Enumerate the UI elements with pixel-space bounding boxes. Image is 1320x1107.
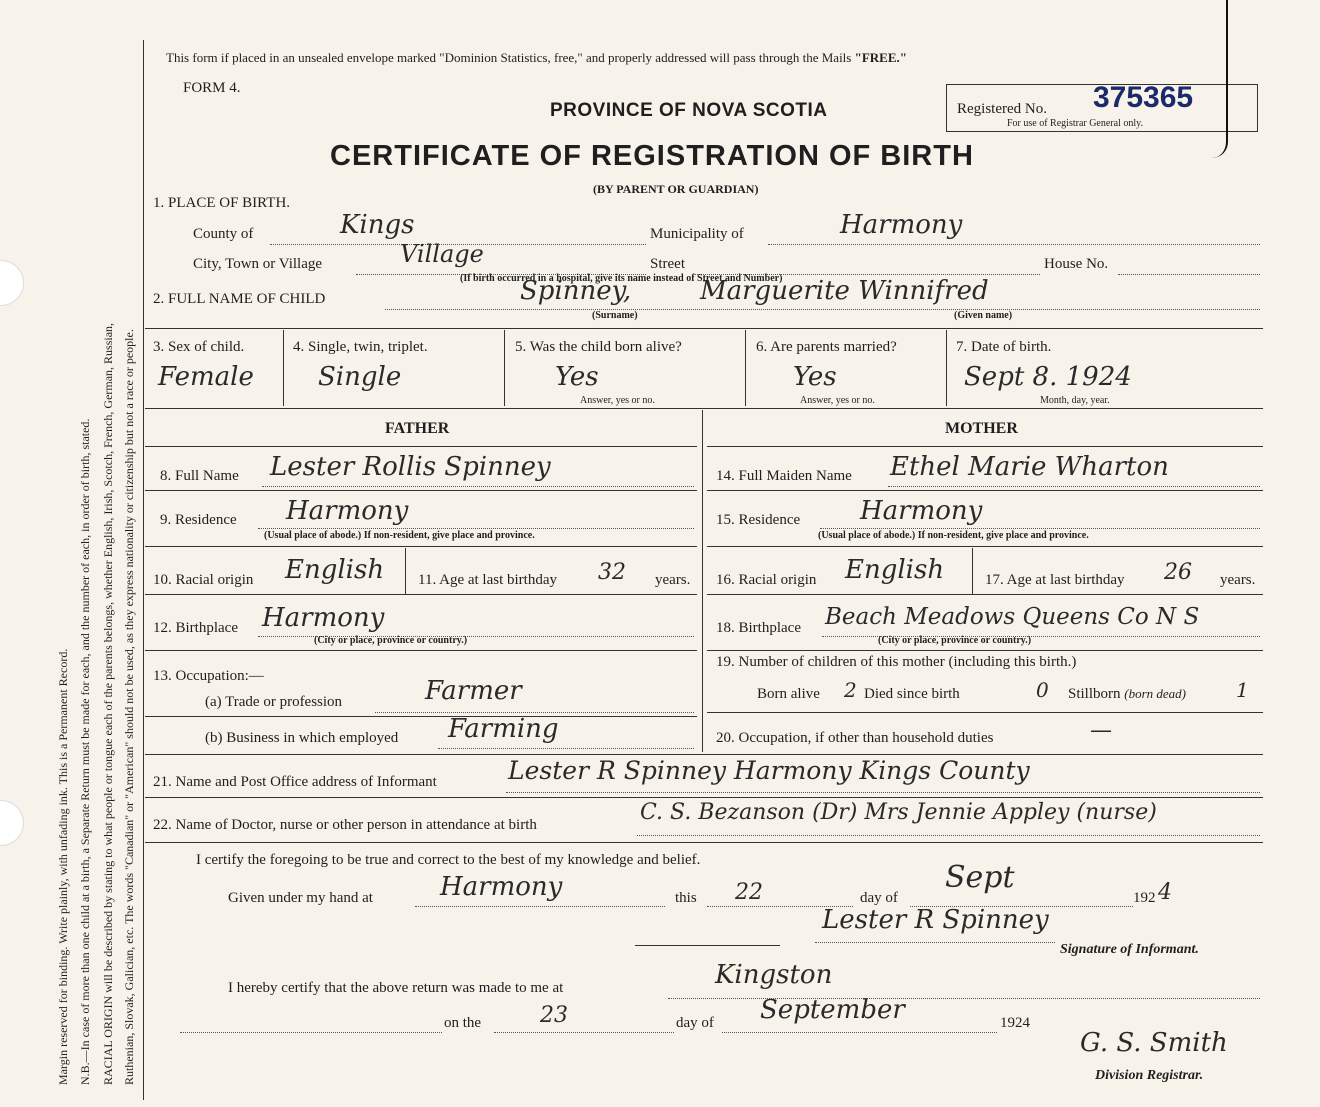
house-label: House No.	[1044, 256, 1109, 272]
reg-day: 23	[540, 1003, 568, 1028]
father-birthplace-label: 12. Birthplace	[153, 620, 238, 636]
city-label: City, Town or Village	[193, 256, 323, 272]
father-race-value: English	[285, 555, 385, 585]
form-number: FORM 4.	[183, 80, 241, 96]
place-of-birth-label: 1. PLACE OF BIRTH.	[153, 195, 291, 211]
given-label: Given under my hand at	[228, 890, 373, 906]
surname-note: (Surname)	[592, 310, 638, 321]
informant-label: 21. Name and Post Office address of Informant	[153, 774, 437, 790]
cut-mark	[1212, 0, 1228, 158]
date-note: Month, day, year.	[1040, 395, 1110, 406]
married-label: 6. Are parents married?	[756, 339, 897, 355]
house-line	[1118, 274, 1260, 275]
province-title: PROVINCE OF NOVA SCOTIA	[550, 100, 828, 121]
mother-race-value: English	[845, 555, 945, 585]
reg-dayof-label: day of	[676, 1015, 714, 1031]
sex-label: 3. Sex of child.	[153, 339, 245, 355]
father-race-label: 10. Racial origin	[153, 572, 254, 588]
rule-f8	[145, 490, 697, 491]
reg-day-line	[494, 1032, 674, 1033]
rule-2	[145, 408, 1263, 409]
single-value: Single	[318, 362, 402, 392]
year-prefix: 192	[1133, 890, 1156, 906]
on-the-label: on the	[444, 1015, 482, 1031]
municipality-line	[768, 244, 1260, 245]
rule-21	[145, 797, 1263, 798]
single-label: 4. Single, twin, triplet.	[293, 339, 428, 355]
father-birthplace-value: Harmony	[262, 603, 385, 633]
trade-label: (a) Trade or profession	[205, 694, 343, 710]
mother-birthplace-label: 18. Birthplace	[716, 620, 801, 636]
father-race-divider	[405, 548, 406, 594]
registrar-label: Division Registrar.	[1095, 1068, 1204, 1083]
county-label: County of	[193, 226, 254, 242]
signature-line	[815, 942, 1055, 943]
father-birthplace-note: (City or place, province or country.)	[314, 635, 468, 646]
rule-4	[145, 842, 1263, 843]
margin-note-1: Margin reserved for binding. Write plainly, with unfading ink. This is a Permanent Record.	[56, 648, 70, 1085]
mother-name-line	[888, 486, 1260, 487]
business-value: Farming	[448, 714, 559, 744]
occupation-label: 13. Occupation:—	[153, 668, 264, 684]
business-label: (b) Business in which employed	[205, 730, 399, 746]
father-years: years.	[655, 572, 691, 588]
mother-age-label: 17. Age at last birthday	[985, 572, 1125, 588]
born-alive-value: 2	[844, 678, 857, 702]
municipality-value: Harmony	[840, 210, 963, 240]
hospital-note: (If birth occurred in a hospital, give its name instead of Street and Number)	[460, 273, 783, 284]
married-value: Yes	[793, 362, 837, 392]
month-value: Sept	[945, 860, 1015, 895]
child-surname: Spinney,	[520, 276, 632, 306]
father-age-value: 32	[598, 560, 626, 585]
date-label: 7. Date of birth.	[956, 339, 1052, 355]
rule-f13a	[145, 716, 697, 717]
stillborn-value: 1	[1236, 678, 1249, 702]
given-place: Harmony	[440, 872, 563, 902]
mother-residence-line	[820, 528, 1260, 529]
doctor-label: 22. Name of Doctor, nurse or other person in attendance at birth	[153, 817, 537, 833]
registered-note: For use of Registrar General only.	[1007, 118, 1143, 129]
margin-notes	[0, 0, 140, 1107]
died-value: 0	[1036, 678, 1049, 702]
business-line	[438, 748, 694, 749]
father-name-value: Lester Rollis Spinney	[270, 452, 551, 482]
trade-line	[375, 712, 694, 713]
signature-label: Signature of Informant.	[1060, 942, 1199, 957]
born-alive-label: Born alive	[757, 686, 820, 702]
mother-birthplace-value: Beach Meadows Queens Co N S	[825, 604, 1200, 630]
parents-divider	[702, 410, 703, 752]
day-value: 22	[735, 880, 763, 905]
county-value: Kings	[340, 210, 415, 240]
margin-note-2: N.B.—In case of more than one child at a birth, a Separate Return must be made for each, and the number of each, in order of birth, stated.	[78, 418, 92, 1085]
alive-note: Answer, yes or no.	[580, 395, 655, 406]
margin-border	[143, 40, 144, 1100]
mother-name-label: 14. Full Maiden Name	[716, 468, 852, 484]
stillborn-text: Stillborn	[1068, 686, 1121, 702]
mail-free: "FREE."	[854, 50, 907, 65]
mother-name-value: Ethel Marie Wharton	[890, 452, 1169, 482]
mail-note-text: This form if placed in an unsealed envelope marked "Dominion Statistics, free," and properly addressed will pass through the Mails	[166, 50, 852, 65]
certify-statement: I certify the foregoing to be true and correct to the best of my knowledge and belief.	[196, 852, 701, 868]
registered-number: 375365	[1093, 81, 1194, 114]
on-the-lead-line	[180, 1032, 442, 1033]
father-age-label: 11. Age at last birthday	[418, 572, 557, 588]
rule-m14	[707, 490, 1263, 491]
alive-value: Yes	[555, 362, 599, 392]
row3-divider-4	[946, 330, 947, 406]
city-value: Village	[400, 240, 484, 268]
mother-residence-label: 15. Residence	[716, 512, 801, 528]
mother-age-value: 26	[1164, 560, 1192, 585]
reg-year: 1924	[1000, 1015, 1030, 1031]
mother-race-divider	[972, 548, 973, 594]
year-suffix: 4	[1158, 880, 1172, 905]
child-given-name: Marguerite Winnifred	[700, 276, 989, 306]
mail-note	[166, 50, 907, 66]
rule-1	[145, 328, 1263, 329]
rule-mother-top	[707, 446, 1263, 447]
signature-line-short	[635, 945, 780, 946]
father-residence-line	[258, 528, 694, 529]
died-label: Died since birth	[864, 686, 960, 702]
rule-3	[145, 754, 1263, 755]
stillborn-note: (born dead)	[1124, 686, 1187, 701]
father-heading: FATHER	[385, 420, 450, 437]
registrar-statement: I hereby certify that the above return was made to me at	[228, 980, 564, 996]
registrar-signature: G. S. Smith	[1080, 1028, 1228, 1058]
doctor-line	[637, 835, 1260, 836]
trade-value: Farmer	[425, 676, 522, 706]
municipality-label: Municipality of	[650, 226, 744, 242]
rule-f9	[145, 546, 697, 547]
mother-residence-note: (Usual place of abode.) If non-resident, give place and province.	[818, 530, 1089, 541]
street-label: Street	[650, 256, 685, 272]
informant-signature: Lester R Spinney	[822, 905, 1049, 935]
informant-line	[506, 792, 1260, 793]
sex-value: Female	[158, 362, 254, 392]
dayof-label: day of	[860, 890, 898, 906]
date-value: Sept 8. 1924	[964, 362, 1132, 392]
father-residence-note: (Usual place of abode.) If non-resident, give place and province.	[264, 530, 535, 541]
rule-father-top	[145, 446, 697, 447]
row3-divider-1	[283, 330, 284, 406]
mother-heading: MOTHER	[945, 420, 1018, 437]
rule-m15	[707, 546, 1263, 547]
given-note: (Given name)	[954, 310, 1013, 321]
father-name-line	[262, 486, 694, 487]
rule-f12	[145, 650, 697, 651]
mother-occupation-label: 20. Occupation, if other than household duties	[716, 730, 994, 746]
certificate-title: CERTIFICATE OF REGISTRATION OF BIRTH	[330, 140, 974, 172]
doctor-value: C. S. Bezanson (Dr) Mrs Jennie Appley (nurse)	[640, 800, 1157, 825]
registrar-place-line	[668, 998, 1260, 999]
father-residence-value: Harmony	[286, 496, 409, 526]
registered-label: Registered No.	[957, 101, 1047, 117]
mother-race-label: 16. Racial origin	[716, 572, 817, 588]
father-name-label: 8. Full Name	[160, 468, 239, 484]
rule-m18	[707, 650, 1263, 651]
rule-m19	[707, 712, 1263, 713]
given-place-line	[415, 906, 665, 907]
child-name-label: 2. FULL NAME OF CHILD	[153, 291, 326, 307]
rule-f10	[145, 594, 697, 595]
rule-m16	[707, 594, 1263, 595]
reg-month-line	[722, 1032, 997, 1033]
this-label: this	[675, 890, 697, 906]
stillborn-label	[1068, 686, 1186, 703]
row3-divider-3	[745, 330, 746, 406]
margin-note-3: RACIAL ORIGIN will be described by stating to what people or tongue each of the parents belongs, whether English, Irish, Scotch, French, German, Russian,	[101, 322, 115, 1085]
father-residence-label: 9. Residence	[160, 512, 237, 528]
mother-birthplace-note: (City or place, province or country.)	[878, 635, 1032, 646]
row3-divider-2	[504, 330, 505, 406]
married-note: Answer, yes or no.	[800, 395, 875, 406]
margin-note-4: Ruthenian, Slovak, Galician, etc. The words "Canadian" or "American" should not be used, as they express nationality or citizenship but not a race or people.	[122, 329, 136, 1085]
certificate-subtitle: (BY PARENT OR GUARDIAN)	[593, 182, 759, 196]
mother-residence-value: Harmony	[860, 496, 983, 526]
informant-value: Lester R Spinney Harmony Kings County	[508, 756, 1030, 785]
mother-years: years.	[1220, 572, 1256, 588]
child-name-line	[385, 309, 1260, 310]
mother-occupation-value: —	[1090, 718, 1112, 743]
alive-label: 5. Was the child born alive?	[515, 339, 682, 355]
children-label: 19. Number of children of this mother (including this birth.)	[716, 654, 1077, 670]
registrar-place: Kingston	[715, 960, 833, 990]
reg-month: September	[760, 995, 905, 1025]
